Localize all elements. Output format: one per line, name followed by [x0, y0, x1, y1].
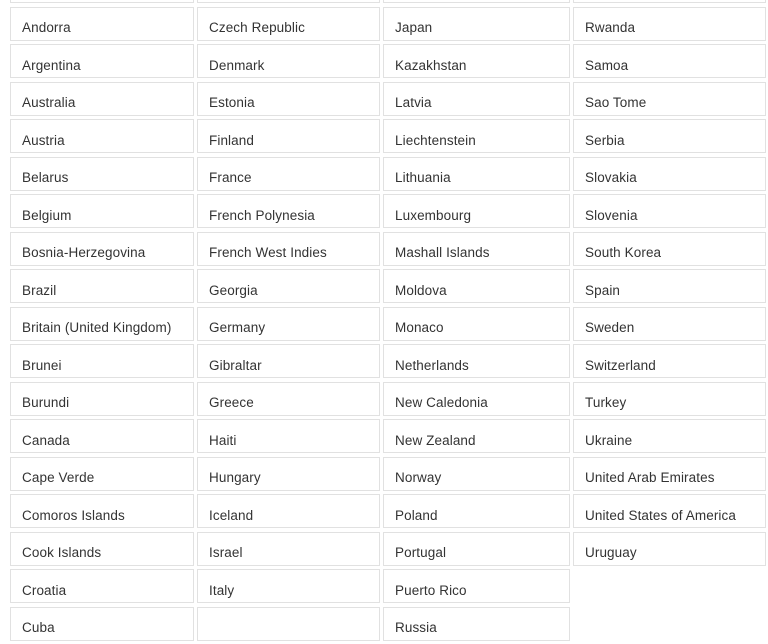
country-cell[interactable]: Russia	[383, 607, 570, 641]
country-table	[10, 0, 766, 644]
country-cell[interactable]: Belarus	[10, 157, 194, 191]
country-cell[interactable]: Puerto Rico	[383, 569, 570, 603]
country-cell[interactable]: Japan	[383, 7, 570, 41]
country-cell[interactable]: Poland	[383, 494, 570, 528]
country-cell[interactable]: Iceland	[197, 494, 380, 528]
country-cell[interactable]: Samoa	[573, 44, 766, 78]
country-cell[interactable]: Cuba	[10, 607, 194, 641]
country-column-4	[573, 0, 766, 569]
country-column-3	[383, 0, 570, 644]
country-cell[interactable]: Haiti	[197, 419, 380, 453]
country-cell[interactable]: Hungary	[197, 457, 380, 491]
country-cell[interactable]: Estonia	[197, 82, 380, 116]
country-cell[interactable]: United Arab Emirates	[573, 457, 766, 491]
country-cell[interactable]: Comoros Islands	[10, 494, 194, 528]
country-cell[interactable]: Belgium	[10, 194, 194, 228]
country-cell[interactable]: Israel	[197, 532, 380, 566]
country-cell[interactable]: Slovenia	[573, 194, 766, 228]
country-cell[interactable]: Uruguay	[573, 532, 766, 566]
country-cell[interactable]: Italy	[197, 569, 380, 603]
country-cell[interactable]: French West Indies	[197, 232, 380, 266]
country-cell[interactable]: Lithuania	[383, 157, 570, 191]
country-cell[interactable]: New Zealand	[383, 419, 570, 453]
country-cell[interactable]: Czech Republic	[197, 7, 380, 41]
country-cell[interactable]: Rwanda	[573, 7, 766, 41]
country-cell[interactable]: Denmark	[197, 44, 380, 78]
country-column-2	[197, 0, 380, 644]
partial-cell-above	[573, 0, 766, 3]
country-cell[interactable]: Kazakhstan	[383, 44, 570, 78]
country-cell[interactable]: Brazil	[10, 269, 194, 303]
country-cell[interactable]: Cook Islands	[10, 532, 194, 566]
country-cell[interactable]: Australia	[10, 82, 194, 116]
partial-cell-above	[10, 0, 194, 3]
country-cell[interactable]: Sweden	[573, 307, 766, 341]
country-cell[interactable]: Cape Verde	[10, 457, 194, 491]
country-cell[interactable]: Spain	[573, 269, 766, 303]
country-cell[interactable]: Switzerland	[573, 344, 766, 378]
country-cell[interactable]: Croatia	[10, 569, 194, 603]
country-cell[interactable]: Sao Tome	[573, 82, 766, 116]
country-cell[interactable]: South Korea	[573, 232, 766, 266]
country-cell[interactable]: Luxembourg	[383, 194, 570, 228]
country-cell[interactable]: Mashall Islands	[383, 232, 570, 266]
country-cell[interactable]: French Polynesia	[197, 194, 380, 228]
country-cell[interactable]: Greece	[197, 382, 380, 416]
country-cell[interactable]: New Caledonia	[383, 382, 570, 416]
country-cell[interactable]: Netherlands	[383, 344, 570, 378]
country-cell[interactable]: United States of America	[573, 494, 766, 528]
empty-cell	[197, 607, 380, 641]
country-cell[interactable]: Norway	[383, 457, 570, 491]
country-cell[interactable]: France	[197, 157, 380, 191]
country-cell[interactable]: Slovakia	[573, 157, 766, 191]
country-cell[interactable]: Bosnia-Herzegovina	[10, 232, 194, 266]
country-cell[interactable]: Andorra	[10, 7, 194, 41]
country-cell[interactable]: Britain (United Kingdom)	[10, 307, 194, 341]
country-cell[interactable]: Argentina	[10, 44, 194, 78]
country-cell[interactable]: Monaco	[383, 307, 570, 341]
country-cell[interactable]: Serbia	[573, 119, 766, 153]
country-cell[interactable]: Burundi	[10, 382, 194, 416]
country-cell[interactable]: Canada	[10, 419, 194, 453]
country-cell[interactable]: Gibraltar	[197, 344, 380, 378]
country-cell[interactable]: Moldova	[383, 269, 570, 303]
country-cell[interactable]: Germany	[197, 307, 380, 341]
country-cell[interactable]: Latvia	[383, 82, 570, 116]
country-cell[interactable]: Portugal	[383, 532, 570, 566]
country-cell[interactable]: Austria	[10, 119, 194, 153]
partial-cell-above	[383, 0, 570, 3]
country-column-1	[10, 0, 194, 644]
country-cell[interactable]: Turkey	[573, 382, 766, 416]
country-cell[interactable]: Ukraine	[573, 419, 766, 453]
country-cell[interactable]: Finland	[197, 119, 380, 153]
partial-cell-above	[197, 0, 380, 3]
country-cell[interactable]: Liechtenstein	[383, 119, 570, 153]
country-cell[interactable]: Brunei	[10, 344, 194, 378]
country-cell[interactable]: Georgia	[197, 269, 380, 303]
